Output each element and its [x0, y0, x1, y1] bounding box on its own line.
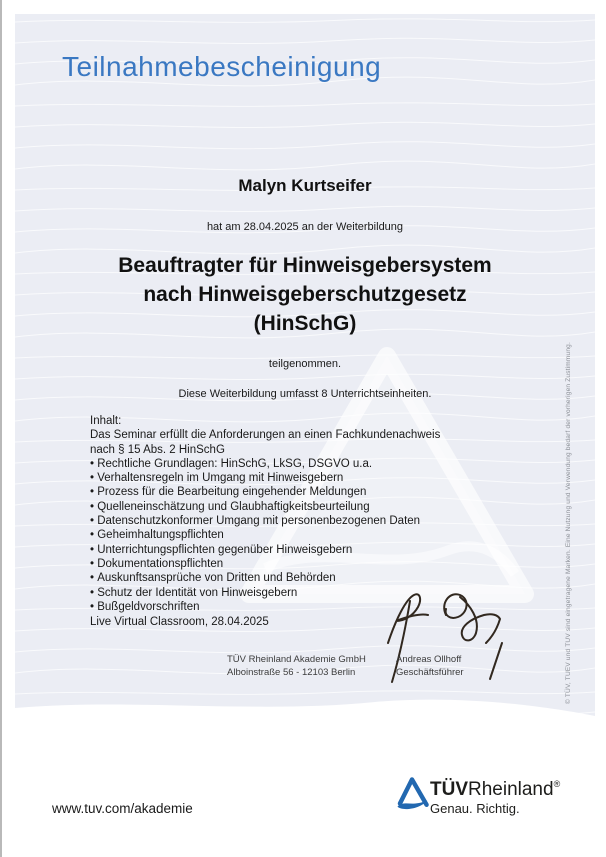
issuer-address: Alboinstraße 56 - 12103 Berlin — [227, 667, 356, 678]
content-intro-line: Das Seminar erfüllt die Anforderungen an einen Fachkundenachweis — [90, 429, 441, 442]
intro-line: hat am 28.04.2025 an der Weiterbildung — [206, 221, 404, 233]
tuv-rheinland-logo-icon — [393, 774, 431, 814]
issuer-company: TÜV Rheinland Akademie GmbH — [227, 654, 366, 665]
content-bullet: • Unterrichtungspflichten gegenüber Hinweisgebern — [90, 543, 510, 557]
logo-tagline: Genau. Richtig. — [430, 801, 520, 816]
content-heading: Inhalt: — [90, 415, 122, 427]
content-bullet: • Schutz der Identität von Hinweisgebern — [90, 586, 510, 600]
course-title-line: nach Hinweisgeberschutzgesetz — [143, 283, 467, 306]
signatory-name: Andreas Ollhoff — [396, 654, 462, 665]
units-line: Diese Weiterbildung umfasst 8 Unterrichtseinheiten. — [178, 388, 432, 400]
course-title — [15, 251, 595, 338]
website-url: www.tuv.com/akademie — [52, 801, 193, 816]
content-bullet: • Datenschutzkonformer Umgang mit personenbezogenen Daten — [90, 514, 510, 528]
participant-name: Malyn Kurtseifer — [238, 176, 372, 195]
content-bullet: • Rechtliche Grundlagen: HinSchG, LkSG, DSGVO u.a. — [90, 457, 510, 471]
content-intro-line: nach § 15 Abs. 2 HinSchG — [90, 443, 225, 456]
registered-trademark-symbol: ® — [553, 779, 561, 789]
signatory-block — [396, 653, 464, 679]
brand-regular: Rheinland — [468, 779, 554, 800]
content-bullet: • Verhaltensregeln im Umgang mit Hinweisgebern — [90, 471, 510, 485]
tuv-rheinland-wordmark — [430, 779, 560, 801]
event-line: Live Virtual Classroom, 28.04.2025 — [90, 616, 269, 628]
content-bullet: • Auskunftsansprüche von Dritten und Behörden — [90, 571, 510, 585]
brand-bold: TÜV — [430, 779, 468, 800]
content-bullet: • Prozess für die Bearbeitung eingehender Meldungen — [90, 485, 510, 499]
panel-bottom-wave — [15, 688, 595, 722]
content-bullet: • Geheimhaltungspflichten — [90, 528, 510, 542]
signatory-role: Geschäftsführer — [396, 667, 464, 678]
content-bullet: • Dokumentationspflichten — [90, 557, 510, 571]
content-bullet: • Bußgeldvorschriften — [90, 600, 510, 614]
content-bullet: • Quelleneinschätzung und Glaubhaftigkeitsbeurteilung — [90, 500, 510, 514]
certificate-title: Teilnahmebescheinigung — [62, 51, 382, 82]
course-title-line: Beauftragter für Hinweisgebersystem — [118, 254, 492, 277]
copyright-notice: © TÜV, TUEV und TUV sind eingetragene Marken. Eine Nutzung und Verwendung bedarf der vorherigen Zustimmung. — [565, 342, 572, 704]
issuer-block — [227, 653, 366, 679]
course-title-line: (HinSchG) — [253, 312, 357, 335]
participation-line: teilgenommen. — [268, 358, 342, 370]
